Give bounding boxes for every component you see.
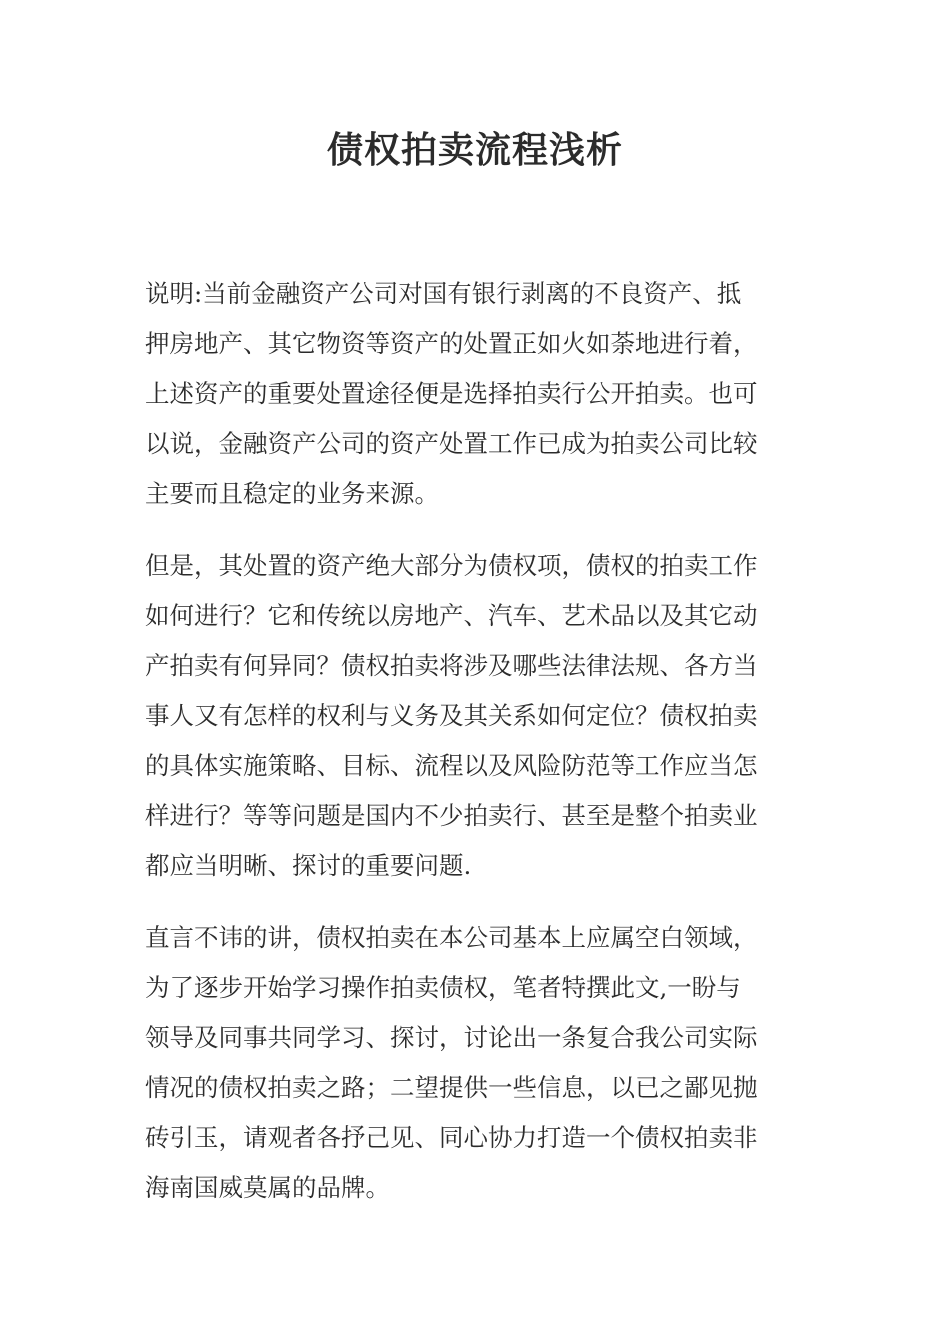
text-line: 直言不讳的讲，债权拍卖在本公司基本上应属空白领域，	[145, 923, 758, 952]
text-line: 事人又有怎样的权利与义务及其关系如何定位？债权拍卖	[145, 701, 758, 730]
paragraph-3	[145, 913, 805, 1213]
text-line: 以说，金融资产公司的资产处置工作已成为拍卖公司比较	[145, 429, 758, 458]
text-line: 产拍卖有何异同？债权拍卖将涉及哪些法律法规、各方当	[145, 651, 758, 680]
text-line: 都应当明晰、探讨的重要问题.	[145, 851, 472, 880]
text-line: 领导及同事共同学习、探讨，讨论出一条复合我公司实际	[145, 1023, 758, 1052]
text-line: 的具体实施策略、目标、流程以及风险防范等工作应当怎	[145, 751, 758, 780]
text-line: 海南国威莫属的品牌。	[145, 1173, 390, 1202]
document-title: 债权拍卖流程浅析	[326, 129, 623, 171]
text-line: 说明:当前金融资产公司对国有银行剥离的不良资产、抵	[145, 279, 742, 308]
text-line: 主要而且稳定的业务来源。	[145, 479, 439, 508]
text-line: 样进行？等等问题是国内不少拍卖行、甚至是整个拍卖业	[145, 801, 758, 830]
document-body	[145, 269, 805, 1235]
text-line: 如何进行？它和传统以房地产、汽车、艺术品以及其它动	[145, 601, 758, 630]
text-line: 押房地产、其它物资等资产的处置正如火如荼地进行着，	[145, 329, 758, 358]
text-line: 但是，其处置的资产绝大部分为债权项，债权的拍卖工作	[145, 551, 758, 580]
text-line: 为了逐步开始学习操作拍卖债权，笔者特撰此文,一盼与	[145, 973, 741, 1002]
paragraph-1	[145, 269, 805, 519]
text-line: 上述资产的重要处置途径便是选择拍卖行公开拍卖。也可	[145, 379, 758, 408]
text-line: 砖引玉，请观者各抒己见、同心协力打造一个债权拍卖非	[145, 1123, 758, 1152]
text-line: 情况的债权拍卖之路；二望提供一些信息，以已之鄙见抛	[145, 1073, 758, 1102]
paragraph-2	[145, 541, 805, 891]
